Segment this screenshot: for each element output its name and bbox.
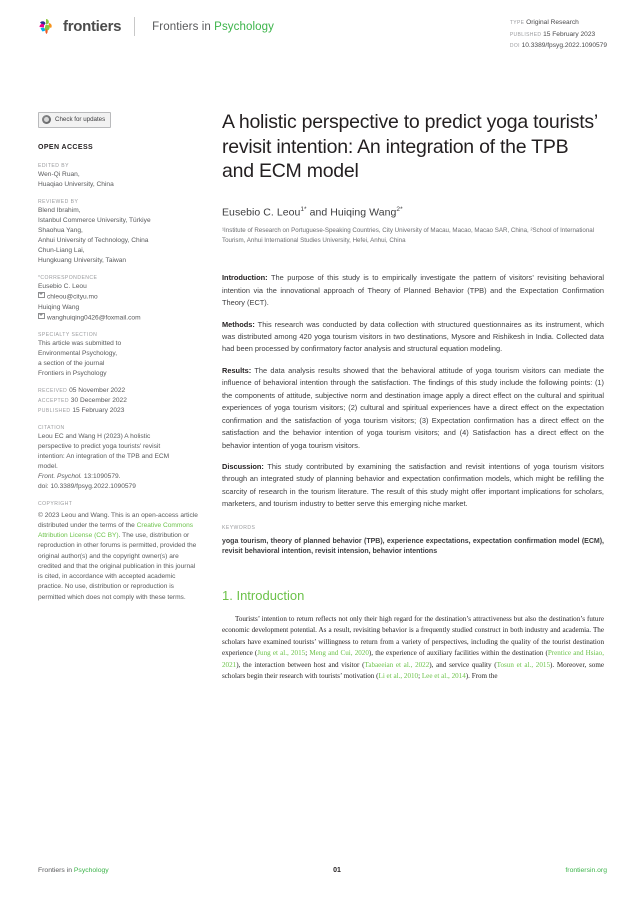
meta-published: PUBLISHED 15 February 2023 — [509, 30, 596, 38]
brand-wordmark: frontiers — [63, 18, 122, 35]
citation-doi[interactable]: doi: 10.3389/fpsyg.2022.1090579 — [38, 483, 136, 491]
paragraph-text: ; — [305, 649, 310, 658]
meta-doi[interactable]: DOI 10.3389/fpsyg.2022.1090579 — [509, 42, 607, 50]
reviewer-affiliation-3: Hungkuang University, Taiwan — [38, 257, 127, 265]
envelope-icon — [38, 313, 45, 319]
frontiers-logo-icon — [38, 18, 55, 35]
citation-line-1: Leou EC and Wang H (2023) A holistic — [38, 433, 151, 441]
paragraph-text: Tourists’ intention to return reflects not only their high regard for the destination’s attractiveness but also the destination’s future economic development potential. As a result, revisiting behavior is a frequently studied construct in both industry and academia. The scholars have examined tourists’ willingness to return from a variety of perspectives, including the quality of the tourist destination experience ( — [222, 614, 604, 658]
article-sidebar — [38, 112, 198, 603]
meta-type: TYPE Original Research — [509, 19, 579, 26]
received-date: RECEIVED 05 November 2022 — [38, 387, 126, 395]
page-footer — [38, 867, 607, 874]
reviewed-by-key: REVIEWED BY — [38, 198, 79, 205]
corresponding-email-2[interactable]: wanghuiqing0426@foxmail.com — [38, 313, 198, 324]
reviewer-affiliation-1: Istanbul Commerce University, Türkiye — [38, 216, 151, 224]
specialty-line-4: Frontiers in Psychology — [38, 370, 107, 378]
citation-link[interactable]: Li et al., 2010 — [378, 672, 419, 681]
copyright-key: COPYRIGHT — [38, 501, 73, 508]
citation-journal: Front. Psychol. 13:1090579. — [38, 473, 121, 481]
citation-link[interactable]: Tosun et al., 2015 — [496, 660, 550, 669]
open-access-label: OPEN ACCESS — [38, 143, 94, 151]
editor-name: Wen-Qi Ruan, — [38, 170, 80, 178]
journal-name: Frontiers in Psychology — [152, 20, 274, 33]
accepted-date: ACCEPTED 30 December 2022 — [38, 397, 127, 405]
citation-link[interactable]: Prentice and Hsiao, 2021 — [222, 649, 605, 669]
edited-by-key: EDITED BY — [38, 162, 69, 169]
reviewer-name-2: Shaohua Yang, — [38, 227, 83, 234]
brand-divider — [134, 17, 135, 36]
published-date: PUBLISHED 15 February 2023 — [38, 407, 125, 415]
crossmark-icon — [42, 115, 51, 124]
check-for-updates-button[interactable] — [38, 112, 111, 128]
masthead — [0, 0, 639, 62]
paragraph-text: ; — [418, 672, 422, 681]
introduction-paragraph — [222, 614, 604, 683]
citation-link[interactable]: Lee et al., 2014 — [421, 672, 466, 681]
citation-line-4: model. — [38, 463, 58, 471]
specialty-line-3: a section of the journal — [38, 360, 105, 368]
corresponding-author-2: Huiqing Wang — [38, 303, 80, 311]
article-main — [222, 110, 604, 683]
paragraph-text: ). Moreover, some scholars begin their research with tourists’ motivation ( — [222, 660, 604, 681]
corresponding-email-1[interactable]: chleou@cityu.mo — [38, 292, 198, 303]
author-list: Eusebio C. Leou$^{1*}$ and Huiqing Wang$^{2*}$ — [222, 205, 403, 219]
keywords-list: yoga tourism, theory of planned behavior (TPB), experience expectations, expectation confirmation model (ECM), revisit behavioral intention, revisit intension, behavior intentions — [222, 537, 604, 556]
abstract-methods: Methods: This research was conducted by data collection with structured questionnaires as its instrument, which was distributed among 420 yoga tourism visitors in two destinations, Mysore and Rishikesh in India. Collected data had been processed by confirmatory factor analysis and structural equation modeling. — [222, 319, 604, 354]
correspondence-key: *CORRESPONDENCE — [38, 275, 98, 282]
citation-line-2: perspective to predict yoga tourists' revisit — [38, 443, 161, 451]
copyright-text: © 2023 Leou and Wang. This is an open-access article distributed under the terms of the Creative Commons Attribution License (CC BY). The use, distribution or reproduction in other forums is permitted, provided the original author(s) and the copyright owner(s) are credited and that the original publication in this journal is cited, in accordance with accepted academic practice. No use, distribution or reproduction is permitted which does not comply with these terms. — [38, 511, 198, 601]
corresponding-author-1: Eusebio C. Leou — [38, 283, 87, 291]
citation-link[interactable]: Jung et al., 2015 — [257, 649, 306, 658]
editor-affiliation: Huaqiao University, China — [38, 180, 114, 188]
reviewer-affiliation-2: Anhui University of Technology, China — [38, 237, 149, 245]
paragraph-text: ), the interaction between host and visitor ( — [236, 660, 365, 669]
frontiers-brand[interactable] — [38, 17, 274, 36]
envelope-icon — [38, 292, 45, 298]
citation-key: CITATION — [38, 425, 65, 432]
affiliations: ¹Institute of Research on Portuguese-Speaking Countries, City University of Macau, Macao, Macao SAR, China, ²School of International Tourism, Anhui International Studies University, Hefei, Anhui, China — [222, 227, 595, 245]
abstract-results: Results: The data analysis results showed that the behavioral attitude of yoga tourism visitors can mediate the influence of behavioral intention through the satisfaction. The findings of this study include the following points: (1) the components of attitude, subjective norm and destination image apply a direct effect on the cultural and spiritual experiences of yoga tourism visitors; (2) cultural and spiritual experiences have a direct effect on the expectation confirmation and the satisfaction of yoga tourism visitors; (3) Expectation confirmation has a direct effect on the satisfaction and the behavior intention of yoga tourism visitors; and (4) Satisfaction has a direct effect on the behavior intention of yoga tourism visitors. — [222, 365, 604, 450]
citation-line-3: intention: An integration of the TPB and ECM — [38, 453, 170, 461]
footer-website-link[interactable]: frontiersin.org — [565, 867, 607, 874]
abstract-introduction: Introduction: The purpose of this study is to empirically investigate the pattern of visitors’ revisiting behavioral intention via the innovational approach of Theory of Planned Behavior (TPB) and the Expectation Confirmation Theory (ECT). — [222, 273, 604, 308]
publication-meta — [510, 17, 607, 52]
reviewer-name-3: Chun-Liang Lai, — [38, 247, 85, 255]
check-for-updates-label: Check for updates — [55, 116, 106, 123]
footer-page-number: 01 — [333, 867, 341, 874]
page-title: A holistic perspective to predict yoga tourists’ revisit intention: An integration of the TPB and ECM model — [222, 111, 598, 183]
cc-license-link[interactable]: Creative Commons Attribution License (CC BY) — [38, 521, 194, 540]
keywords-key: KEYWORDS — [222, 524, 256, 531]
paragraph-text: ), the experience of auxiliary facilities within the destination ( — [368, 649, 548, 658]
citation-link[interactable]: Tabaeeian et al., 2022 — [364, 660, 430, 669]
reviewer-name-1: Blend Ibrahim, — [38, 206, 81, 214]
paragraph-text: ), and service quality ( — [429, 660, 497, 669]
abstract-discussion: Discussion: This study contributed by examining the satisfaction and revisit intentions of yoga tourism visitors through an integrated study of planning behavior and expectation confirmation models, which might be refilling the scarcity of research in the tourism literature. The result of this study might offer important implications for scholars, marketers, and tourism industry to better serve this emerging niche market. — [222, 461, 604, 509]
footer-journal: Frontiers in Psychology — [38, 867, 109, 874]
specialty-section-key: SPECIALTY SECTION — [38, 332, 98, 339]
specialty-line-1: This article was submitted to — [38, 340, 122, 348]
paragraph-text: ). From the — [465, 672, 498, 681]
citation-link[interactable]: Meng and Cui, 2020 — [309, 649, 369, 658]
section-heading-introduction: 1. Introduction — [222, 587, 305, 603]
specialty-line-2: Environmental Psychology, — [38, 350, 118, 358]
